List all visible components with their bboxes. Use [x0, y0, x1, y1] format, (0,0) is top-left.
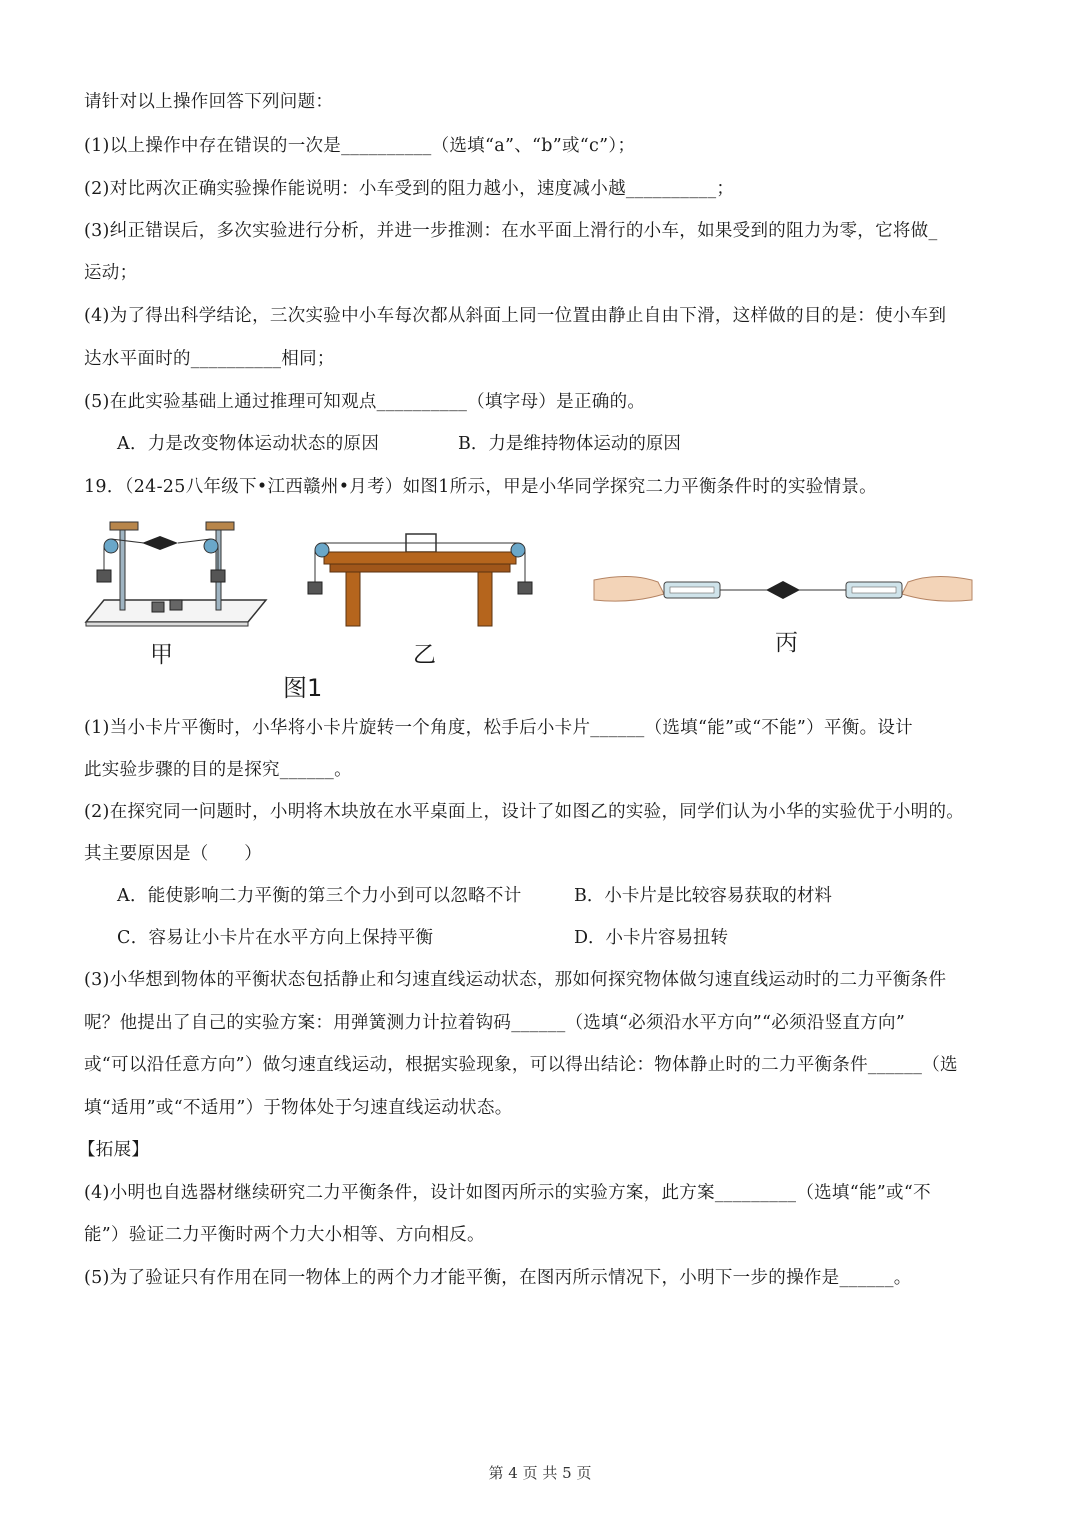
option-c: C．容易让小卡片在水平方向上保持平衡 — [117, 928, 434, 948]
part-3-line-4: 填“适用”或“不适用”）于物体处于匀速直线运动状态。 — [84, 1098, 513, 1118]
part-1-line-1: (1)当小卡片平衡时，小华将小卡片旋转一个角度，松手后小卡片______（选填“能”或“不能”）平衡。设计 — [84, 718, 913, 738]
question-4-line-1: (4)为了得出科学结论，三次实验中小车每次都从斜面上同一位置由静止自由下滑，这样做的目的是：使小车到 — [84, 306, 947, 326]
question-5: (5)在此实验基础上通过推理可知观点__________（填字母）是正确的。 — [84, 392, 646, 412]
part-2-line-1: (2)在探究同一问题时，小明将木块放在水平桌面上，设计了如图乙的实验，同学们认为小华的实验优于小明的。 — [84, 802, 965, 822]
question-2: (2)对比两次正确实验操作能说明：小车受到的阻力越小，速度减小越__________； — [84, 179, 735, 199]
option-a: A．能使影响二力平衡的第三个力小到可以忽略不计 — [117, 886, 522, 906]
figure-yi-label: 乙 — [413, 642, 436, 668]
part-2-line-2: 其主要原因是（ ） — [84, 844, 262, 864]
question-19-heading: 19．（24-25八年级下•江西赣州•月考）如图1所示，甲是小华同学探究二力平衡条件时的实验情景。 — [84, 477, 877, 497]
option-b: B．小卡片是比较容易获取的材料 — [574, 886, 832, 906]
part-5: (5)为了验证只有作用在同一物体上的两个力才能平衡，在图丙所示情况下，小明下一步的操作是______。 — [84, 1268, 912, 1288]
question-4-line-2: 达水平面时的__________相同； — [84, 349, 335, 369]
option-d: D．小卡片容易扭转 — [574, 928, 729, 948]
intro-text: 请针对以上操作回答下列问题： — [84, 92, 334, 112]
question-3-line-2: 运动； — [84, 263, 138, 283]
figure-1-title: 图1 — [283, 674, 323, 702]
part-3-line-1: (3)小华想到物体的平衡状态包括静止和匀速直线运动状态，那如何探究物体做匀速直线运动时的二力平衡条件 — [84, 970, 947, 990]
figure-bing-label: 丙 — [775, 630, 798, 656]
figure-jia-apparatus — [80, 510, 275, 630]
part-4-line-2: 能”）验证二力平衡时两个力大小相等、方向相反。 — [84, 1225, 485, 1245]
question-5-option-a: A．力是改变物体运动状态的原因 — [117, 434, 380, 454]
figure-bing-apparatus — [592, 568, 974, 614]
figure-yi-apparatus — [300, 530, 540, 630]
part-4-line-1: (4)小明也自选器材继续研究二力平衡条件，设计如图丙所示的实验方案，此方案_________（选填“能”或“不 — [84, 1183, 931, 1203]
page-footer: 第 4 页 共 5 页 — [488, 1464, 592, 1482]
question-5-option-b: B．力是维持物体运动的原因 — [458, 434, 681, 454]
question-3-line-1: (3)纠正错误后，多次实验进行分析，并进一步推测：在水平面上滑行的小车，如果受到的阻力为零，它将做_ — [84, 221, 938, 241]
part-1-line-2: 此实验步骤的目的是探究______。 — [84, 760, 352, 780]
figure-jia-label: 甲 — [150, 642, 173, 668]
extension-heading: 【拓展】 — [78, 1140, 150, 1160]
part-3-line-3: 或“可以沿任意方向”）做匀速直线运动，根据实验现象，可以得出结论：物体静止时的二力平衡条件______（选 — [84, 1055, 958, 1075]
part-3-line-2: 呢？他提出了自己的实验方案：用弹簧测力计拉着钩码______（选填“必须沿水平方向”“必须沿竖直方向” — [84, 1013, 906, 1033]
question-1: (1)以上操作中存在错误的一次是__________（选填“a”、“b”或“c”）； — [84, 136, 636, 156]
